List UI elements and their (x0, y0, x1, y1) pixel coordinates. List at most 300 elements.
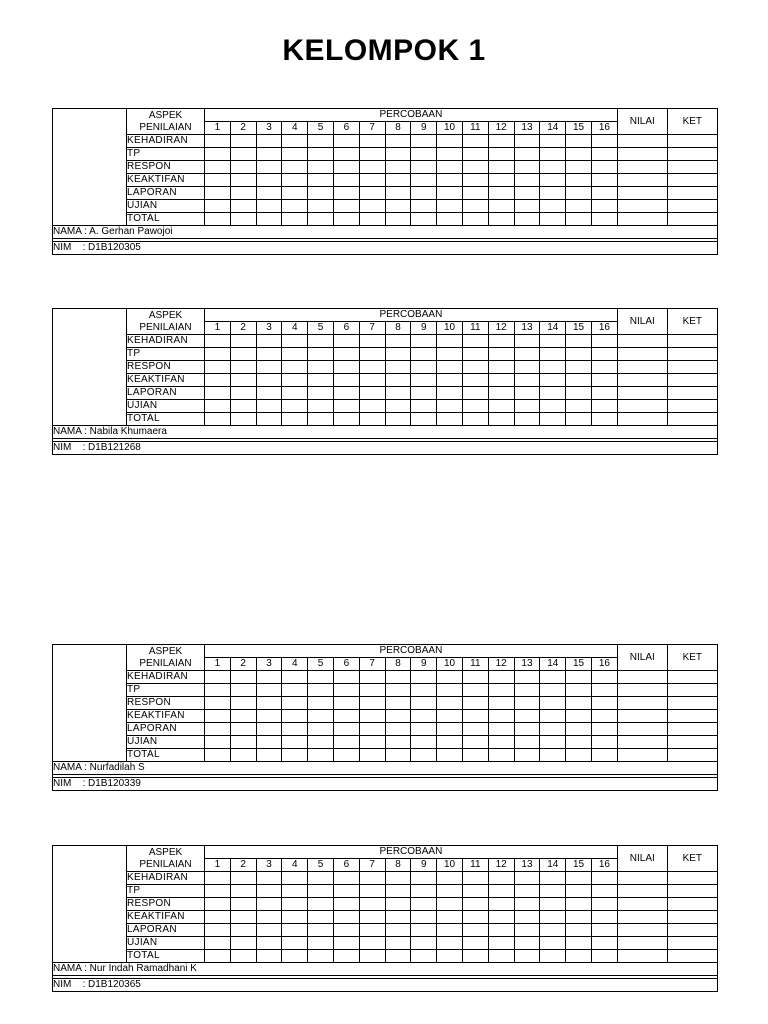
score-cell[interactable] (462, 671, 488, 684)
nilai-cell[interactable] (617, 361, 667, 374)
score-cell[interactable] (385, 736, 411, 749)
score-cell[interactable] (591, 937, 617, 950)
score-cell[interactable] (514, 736, 540, 749)
score-cell[interactable] (514, 911, 540, 924)
score-cell[interactable] (308, 348, 334, 361)
score-cell[interactable] (462, 148, 488, 161)
score-cell[interactable] (488, 148, 514, 161)
score-cell[interactable] (437, 671, 463, 684)
score-cell[interactable] (282, 697, 308, 710)
score-cell[interactable] (256, 937, 282, 950)
score-cell[interactable] (333, 348, 359, 361)
ket-cell[interactable] (667, 898, 717, 911)
score-cell[interactable] (591, 361, 617, 374)
nilai-cell[interactable] (617, 723, 667, 736)
score-cell[interactable] (359, 723, 385, 736)
score-cell[interactable] (230, 911, 256, 924)
nilai-cell[interactable] (617, 898, 667, 911)
score-cell[interactable] (540, 374, 566, 387)
score-cell[interactable] (230, 187, 256, 200)
score-cell[interactable] (411, 148, 437, 161)
score-cell[interactable] (591, 950, 617, 963)
score-cell[interactable] (282, 723, 308, 736)
score-cell[interactable] (308, 400, 334, 413)
ket-cell[interactable] (667, 148, 717, 161)
score-cell[interactable] (591, 174, 617, 187)
score-cell[interactable] (308, 387, 334, 400)
score-cell[interactable] (540, 400, 566, 413)
score-cell[interactable] (591, 684, 617, 697)
score-cell[interactable] (540, 697, 566, 710)
score-cell[interactable] (256, 400, 282, 413)
score-cell[interactable] (205, 898, 231, 911)
score-cell[interactable] (540, 911, 566, 924)
score-cell[interactable] (333, 335, 359, 348)
score-cell[interactable] (282, 950, 308, 963)
score-cell[interactable] (359, 924, 385, 937)
score-cell[interactable] (308, 684, 334, 697)
score-cell[interactable] (385, 413, 411, 426)
score-cell[interactable] (359, 174, 385, 187)
score-cell[interactable] (230, 348, 256, 361)
score-cell[interactable] (205, 937, 231, 950)
score-cell[interactable] (591, 710, 617, 723)
score-cell[interactable] (514, 684, 540, 697)
score-cell[interactable] (591, 924, 617, 937)
score-cell[interactable] (540, 335, 566, 348)
nilai-cell[interactable] (617, 736, 667, 749)
score-cell[interactable] (540, 749, 566, 762)
score-cell[interactable] (308, 361, 334, 374)
score-cell[interactable] (437, 213, 463, 226)
score-cell[interactable] (462, 374, 488, 387)
score-cell[interactable] (230, 135, 256, 148)
nilai-cell[interactable] (617, 400, 667, 413)
nilai-cell[interactable] (617, 710, 667, 723)
score-cell[interactable] (205, 736, 231, 749)
score-cell[interactable] (540, 361, 566, 374)
score-cell[interactable] (566, 400, 592, 413)
score-cell[interactable] (333, 387, 359, 400)
score-cell[interactable] (514, 387, 540, 400)
score-cell[interactable] (385, 348, 411, 361)
score-cell[interactable] (566, 911, 592, 924)
score-cell[interactable] (514, 361, 540, 374)
score-cell[interactable] (566, 387, 592, 400)
score-cell[interactable] (359, 161, 385, 174)
score-cell[interactable] (205, 710, 231, 723)
ket-cell[interactable] (667, 911, 717, 924)
score-cell[interactable] (437, 161, 463, 174)
score-cell[interactable] (256, 885, 282, 898)
nilai-cell[interactable] (617, 200, 667, 213)
score-cell[interactable] (282, 736, 308, 749)
score-cell[interactable] (540, 187, 566, 200)
score-cell[interactable] (359, 937, 385, 950)
score-cell[interactable] (566, 200, 592, 213)
score-cell[interactable] (488, 387, 514, 400)
ket-cell[interactable] (667, 187, 717, 200)
score-cell[interactable] (333, 161, 359, 174)
score-cell[interactable] (591, 723, 617, 736)
score-cell[interactable] (411, 400, 437, 413)
score-cell[interactable] (411, 187, 437, 200)
score-cell[interactable] (437, 174, 463, 187)
score-cell[interactable] (411, 335, 437, 348)
score-cell[interactable] (437, 148, 463, 161)
score-cell[interactable] (333, 200, 359, 213)
score-cell[interactable] (205, 697, 231, 710)
score-cell[interactable] (205, 387, 231, 400)
score-cell[interactable] (333, 723, 359, 736)
score-cell[interactable] (230, 898, 256, 911)
score-cell[interactable] (462, 723, 488, 736)
score-cell[interactable] (488, 937, 514, 950)
score-cell[interactable] (308, 200, 334, 213)
nilai-cell[interactable] (617, 374, 667, 387)
score-cell[interactable] (566, 697, 592, 710)
score-cell[interactable] (256, 335, 282, 348)
ket-cell[interactable] (667, 400, 717, 413)
score-cell[interactable] (566, 335, 592, 348)
score-cell[interactable] (359, 361, 385, 374)
score-cell[interactable] (256, 213, 282, 226)
score-cell[interactable] (488, 911, 514, 924)
score-cell[interactable] (333, 710, 359, 723)
score-cell[interactable] (591, 161, 617, 174)
nilai-cell[interactable] (617, 885, 667, 898)
score-cell[interactable] (230, 937, 256, 950)
score-cell[interactable] (411, 950, 437, 963)
score-cell[interactable] (359, 387, 385, 400)
score-cell[interactable] (333, 898, 359, 911)
score-cell[interactable] (514, 885, 540, 898)
score-cell[interactable] (514, 148, 540, 161)
score-cell[interactable] (230, 723, 256, 736)
score-cell[interactable] (333, 911, 359, 924)
ket-cell[interactable] (667, 413, 717, 426)
score-cell[interactable] (437, 710, 463, 723)
score-cell[interactable] (411, 911, 437, 924)
score-cell[interactable] (282, 348, 308, 361)
score-cell[interactable] (308, 335, 334, 348)
score-cell[interactable] (540, 671, 566, 684)
score-cell[interactable] (205, 400, 231, 413)
score-cell[interactable] (359, 135, 385, 148)
score-cell[interactable] (411, 348, 437, 361)
ket-cell[interactable] (667, 937, 717, 950)
score-cell[interactable] (488, 413, 514, 426)
score-cell[interactable] (437, 361, 463, 374)
score-cell[interactable] (308, 749, 334, 762)
score-cell[interactable] (437, 135, 463, 148)
score-cell[interactable] (566, 736, 592, 749)
score-cell[interactable] (462, 736, 488, 749)
score-cell[interactable] (462, 348, 488, 361)
score-cell[interactable] (385, 898, 411, 911)
score-cell[interactable] (230, 174, 256, 187)
score-cell[interactable] (282, 671, 308, 684)
score-cell[interactable] (359, 335, 385, 348)
score-cell[interactable] (540, 872, 566, 885)
score-cell[interactable] (540, 736, 566, 749)
score-cell[interactable] (437, 749, 463, 762)
score-cell[interactable] (205, 213, 231, 226)
score-cell[interactable] (488, 161, 514, 174)
score-cell[interactable] (282, 187, 308, 200)
score-cell[interactable] (566, 348, 592, 361)
score-cell[interactable] (385, 911, 411, 924)
score-cell[interactable] (359, 872, 385, 885)
score-cell[interactable] (437, 736, 463, 749)
score-cell[interactable] (308, 924, 334, 937)
score-cell[interactable] (591, 749, 617, 762)
score-cell[interactable] (437, 723, 463, 736)
score-cell[interactable] (488, 723, 514, 736)
score-cell[interactable] (256, 736, 282, 749)
score-cell[interactable] (256, 348, 282, 361)
score-cell[interactable] (359, 697, 385, 710)
score-cell[interactable] (333, 749, 359, 762)
score-cell[interactable] (462, 697, 488, 710)
ket-cell[interactable] (667, 387, 717, 400)
score-cell[interactable] (488, 335, 514, 348)
ket-cell[interactable] (667, 161, 717, 174)
score-cell[interactable] (514, 374, 540, 387)
score-cell[interactable] (359, 187, 385, 200)
score-cell[interactable] (411, 710, 437, 723)
score-cell[interactable] (282, 161, 308, 174)
score-cell[interactable] (462, 684, 488, 697)
ket-cell[interactable] (667, 200, 717, 213)
score-cell[interactable] (540, 950, 566, 963)
score-cell[interactable] (333, 213, 359, 226)
score-cell[interactable] (566, 872, 592, 885)
score-cell[interactable] (411, 361, 437, 374)
score-cell[interactable] (566, 213, 592, 226)
score-cell[interactable] (488, 348, 514, 361)
score-cell[interactable] (437, 335, 463, 348)
nilai-cell[interactable] (617, 335, 667, 348)
nilai-cell[interactable] (617, 937, 667, 950)
nilai-cell[interactable] (617, 187, 667, 200)
score-cell[interactable] (205, 174, 231, 187)
score-cell[interactable] (385, 950, 411, 963)
score-cell[interactable] (282, 335, 308, 348)
score-cell[interactable] (462, 335, 488, 348)
score-cell[interactable] (566, 135, 592, 148)
score-cell[interactable] (437, 374, 463, 387)
score-cell[interactable] (488, 174, 514, 187)
score-cell[interactable] (282, 361, 308, 374)
score-cell[interactable] (462, 161, 488, 174)
nilai-cell[interactable] (617, 348, 667, 361)
score-cell[interactable] (230, 148, 256, 161)
score-cell[interactable] (308, 174, 334, 187)
nilai-cell[interactable] (617, 135, 667, 148)
score-cell[interactable] (566, 361, 592, 374)
score-cell[interactable] (359, 885, 385, 898)
ket-cell[interactable] (667, 885, 717, 898)
score-cell[interactable] (359, 413, 385, 426)
score-cell[interactable] (514, 335, 540, 348)
score-cell[interactable] (282, 749, 308, 762)
score-cell[interactable] (437, 950, 463, 963)
score-cell[interactable] (333, 374, 359, 387)
ket-cell[interactable] (667, 924, 717, 937)
score-cell[interactable] (566, 374, 592, 387)
ket-cell[interactable] (667, 723, 717, 736)
score-cell[interactable] (437, 400, 463, 413)
score-cell[interactable] (308, 148, 334, 161)
score-cell[interactable] (540, 885, 566, 898)
score-cell[interactable] (333, 135, 359, 148)
score-cell[interactable] (385, 148, 411, 161)
ket-cell[interactable] (667, 950, 717, 963)
ket-cell[interactable] (667, 671, 717, 684)
score-cell[interactable] (540, 684, 566, 697)
score-cell[interactable] (540, 174, 566, 187)
score-cell[interactable] (462, 361, 488, 374)
score-cell[interactable] (591, 200, 617, 213)
score-cell[interactable] (385, 710, 411, 723)
score-cell[interactable] (540, 200, 566, 213)
score-cell[interactable] (411, 872, 437, 885)
nilai-cell[interactable] (617, 161, 667, 174)
score-cell[interactable] (256, 174, 282, 187)
score-cell[interactable] (514, 161, 540, 174)
score-cell[interactable] (514, 710, 540, 723)
score-cell[interactable] (385, 723, 411, 736)
score-cell[interactable] (282, 684, 308, 697)
score-cell[interactable] (462, 885, 488, 898)
score-cell[interactable] (256, 749, 282, 762)
score-cell[interactable] (282, 174, 308, 187)
score-cell[interactable] (385, 387, 411, 400)
score-cell[interactable] (462, 200, 488, 213)
score-cell[interactable] (462, 950, 488, 963)
score-cell[interactable] (256, 413, 282, 426)
score-cell[interactable] (462, 400, 488, 413)
score-cell[interactable] (566, 924, 592, 937)
score-cell[interactable] (230, 924, 256, 937)
score-cell[interactable] (205, 924, 231, 937)
score-cell[interactable] (359, 374, 385, 387)
nilai-cell[interactable] (617, 213, 667, 226)
score-cell[interactable] (282, 911, 308, 924)
score-cell[interactable] (333, 187, 359, 200)
score-cell[interactable] (488, 684, 514, 697)
score-cell[interactable] (488, 213, 514, 226)
score-cell[interactable] (462, 174, 488, 187)
score-cell[interactable] (308, 723, 334, 736)
score-cell[interactable] (333, 361, 359, 374)
score-cell[interactable] (462, 749, 488, 762)
ket-cell[interactable] (667, 335, 717, 348)
score-cell[interactable] (566, 671, 592, 684)
score-cell[interactable] (566, 174, 592, 187)
score-cell[interactable] (514, 950, 540, 963)
nilai-cell[interactable] (617, 413, 667, 426)
score-cell[interactable] (488, 749, 514, 762)
score-cell[interactable] (411, 161, 437, 174)
score-cell[interactable] (540, 937, 566, 950)
score-cell[interactable] (566, 937, 592, 950)
score-cell[interactable] (514, 348, 540, 361)
score-cell[interactable] (282, 924, 308, 937)
score-cell[interactable] (591, 697, 617, 710)
ket-cell[interactable] (667, 710, 717, 723)
score-cell[interactable] (230, 200, 256, 213)
score-cell[interactable] (385, 361, 411, 374)
score-cell[interactable] (385, 671, 411, 684)
score-cell[interactable] (256, 200, 282, 213)
score-cell[interactable] (514, 200, 540, 213)
score-cell[interactable] (230, 387, 256, 400)
score-cell[interactable] (488, 950, 514, 963)
score-cell[interactable] (514, 872, 540, 885)
score-cell[interactable] (462, 898, 488, 911)
score-cell[interactable] (488, 135, 514, 148)
score-cell[interactable] (437, 911, 463, 924)
score-cell[interactable] (514, 213, 540, 226)
ket-cell[interactable] (667, 174, 717, 187)
score-cell[interactable] (385, 885, 411, 898)
score-cell[interactable] (385, 400, 411, 413)
score-cell[interactable] (514, 135, 540, 148)
score-cell[interactable] (282, 200, 308, 213)
score-cell[interactable] (308, 187, 334, 200)
score-cell[interactable] (333, 924, 359, 937)
score-cell[interactable] (488, 710, 514, 723)
score-cell[interactable] (333, 885, 359, 898)
ket-cell[interactable] (667, 361, 717, 374)
score-cell[interactable] (205, 885, 231, 898)
score-cell[interactable] (256, 898, 282, 911)
score-cell[interactable] (282, 710, 308, 723)
score-cell[interactable] (256, 187, 282, 200)
score-cell[interactable] (437, 885, 463, 898)
nilai-cell[interactable] (617, 697, 667, 710)
score-cell[interactable] (308, 937, 334, 950)
score-cell[interactable] (308, 710, 334, 723)
score-cell[interactable] (591, 671, 617, 684)
score-cell[interactable] (205, 135, 231, 148)
score-cell[interactable] (282, 213, 308, 226)
score-cell[interactable] (591, 911, 617, 924)
score-cell[interactable] (205, 911, 231, 924)
score-cell[interactable] (205, 187, 231, 200)
score-cell[interactable] (333, 413, 359, 426)
score-cell[interactable] (256, 697, 282, 710)
ket-cell[interactable] (667, 135, 717, 148)
score-cell[interactable] (230, 413, 256, 426)
score-cell[interactable] (282, 400, 308, 413)
score-cell[interactable] (411, 684, 437, 697)
score-cell[interactable] (591, 400, 617, 413)
score-cell[interactable] (256, 872, 282, 885)
score-cell[interactable] (462, 135, 488, 148)
score-cell[interactable] (514, 924, 540, 937)
score-cell[interactable] (437, 387, 463, 400)
score-cell[interactable] (256, 148, 282, 161)
score-cell[interactable] (488, 187, 514, 200)
score-cell[interactable] (411, 213, 437, 226)
score-cell[interactable] (540, 924, 566, 937)
score-cell[interactable] (411, 924, 437, 937)
score-cell[interactable] (540, 348, 566, 361)
score-cell[interactable] (488, 924, 514, 937)
